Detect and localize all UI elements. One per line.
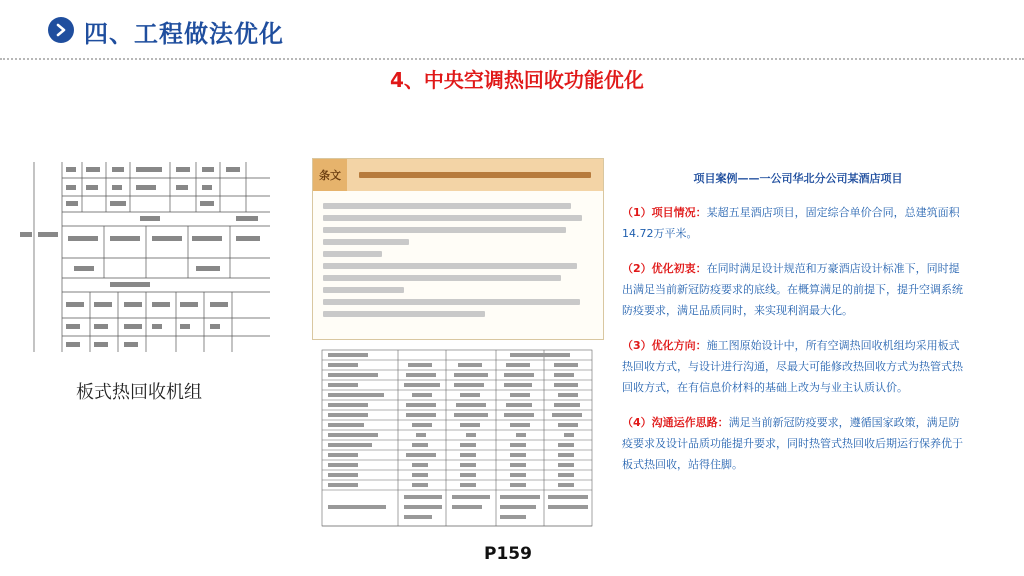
- case-item-label: （1）项目情况：: [622, 206, 707, 219]
- chevron-right-circle-icon: [48, 17, 74, 43]
- case-item-text: 某超五星酒店项目，固定综合单价合同，总建筑面积14.72万平米。: [622, 206, 960, 240]
- document-body: [313, 191, 603, 329]
- case-item-label: （4）沟通运作思路：: [622, 416, 729, 429]
- case-item-text: 施工图原始设计中，所有空调热回收机组均采用板式热回收方式，与设计进行沟通，尽最大可能修改热回收方式为热管式热回收方式，在有信息价材料的基础上改为与业主认质认价。: [622, 339, 963, 394]
- slide-header: [0, 0, 1024, 60]
- plate-heat-recovery-caption: 板式热回收机组: [76, 382, 202, 403]
- heat-recovery-comparison-table-image: [320, 348, 594, 528]
- case-item-label: （3）优化方向：: [622, 339, 707, 352]
- case-item-label: （2）优化初衷：: [622, 262, 707, 275]
- document-banner: [313, 159, 603, 191]
- document-heading-line: [359, 172, 591, 178]
- project-case-panel: [622, 170, 964, 489]
- page-number: P159: [484, 544, 532, 564]
- header-divider: [0, 58, 1024, 60]
- case-item-direction: [622, 335, 964, 398]
- case-item-communication: [622, 412, 964, 475]
- case-item-project-info: [622, 202, 964, 244]
- case-item-text: 在同时满足设计规范和万豪酒店设计标准下，同时提出满足当前新冠防疫要求的底线。在概算满足的前提下，提升空调系统防疫要求，满足品质同时，来实现利润最大化。: [622, 262, 963, 317]
- case-title: 项目案例——一公司华北分公司某酒店项目: [693, 172, 903, 185]
- case-item-text: 满足当前新冠防疫要求，遵循国家政策，满足防疫要求及设计品质功能提升要求，同时热管式热回收后期运行保养优于板式热回收，站得住脚。: [622, 416, 963, 471]
- code-document-image: [312, 158, 604, 340]
- plate-heat-recovery-table-image: [20, 160, 288, 356]
- case-item-original-intent: [622, 258, 964, 321]
- slide-subtitle: 4、中央空调热回收功能优化: [390, 68, 644, 92]
- section-title: 四、工程做法优化: [84, 20, 284, 48]
- document-tag: 条文: [313, 159, 347, 191]
